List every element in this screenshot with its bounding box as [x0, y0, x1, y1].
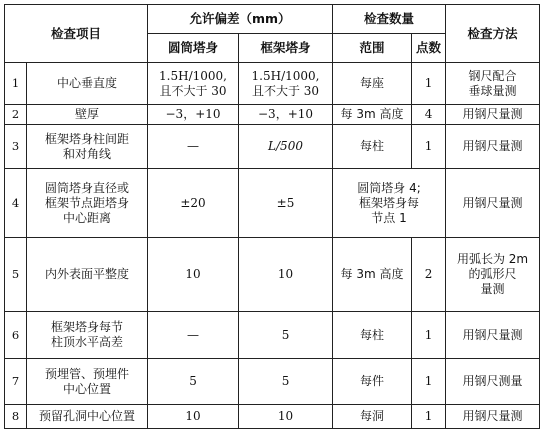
- row-frame-tolerance: 5: [239, 312, 333, 359]
- row-number: 7: [5, 359, 27, 405]
- row-scope: 每 3m 高度: [333, 105, 412, 125]
- row-number: 4: [5, 169, 27, 238]
- header-tolerance: 允许偏差（mm）: [148, 5, 333, 34]
- header-points: 点数: [412, 34, 446, 63]
- row-round-tolerance: 10: [148, 405, 239, 429]
- row-item: 圆筒塔身直径或 框架节点距塔身 中心距离: [27, 169, 148, 238]
- table-row: [5, 238, 540, 312]
- row-scope: 每柱: [333, 312, 412, 359]
- row-frame-tolerance: ±5: [239, 169, 333, 238]
- row-round-tolerance: ±20: [148, 169, 239, 238]
- table-row: [5, 405, 540, 429]
- row-number: 5: [5, 238, 27, 312]
- row-round-tolerance: 5: [148, 359, 239, 405]
- row-scope: 每座: [333, 63, 412, 105]
- row-method: 用钢尺量测: [446, 312, 540, 359]
- table-row: [5, 169, 540, 238]
- header-tower-round: 圆筒塔身: [148, 34, 239, 63]
- row-scope: 每柱: [333, 125, 412, 169]
- row-points: 1: [412, 125, 446, 169]
- row-round-tolerance: −3，+10: [148, 105, 239, 125]
- row-frame-tolerance: 10: [239, 405, 333, 429]
- row-round-tolerance: —: [148, 125, 239, 169]
- row-round-tolerance: —: [148, 312, 239, 359]
- row-method: 钢尺配合 垂球量测: [446, 63, 540, 105]
- row-method: 用钢尺量测: [446, 169, 540, 238]
- row-scope: 圆筒塔身 4; 框架塔身每 节点 1: [333, 169, 446, 238]
- table-row: [5, 63, 540, 105]
- row-item: 中心垂直度: [27, 63, 148, 105]
- table-row: [5, 125, 540, 169]
- row-frame-tolerance: L/500: [239, 125, 333, 169]
- row-points: 1: [412, 359, 446, 405]
- row-frame-tolerance: 1.5H/1000, 且不大于 30: [239, 63, 333, 105]
- table-row: [5, 359, 540, 405]
- row-method: 用钢尺测量: [446, 359, 540, 405]
- row-item: 内外表面平整度: [27, 238, 148, 312]
- row-scope: 每洞: [333, 405, 412, 429]
- row-points: 1: [412, 63, 446, 105]
- row-number: 6: [5, 312, 27, 359]
- row-number: 8: [5, 405, 27, 429]
- header-scope: 范围: [333, 34, 412, 63]
- row-points: 1: [412, 312, 446, 359]
- row-frame-tolerance: −3，+10: [239, 105, 333, 125]
- header-tower-frame: 框架塔身: [239, 34, 333, 63]
- row-frame-tolerance: 10: [239, 238, 333, 312]
- inspection-table: [4, 4, 540, 429]
- header-quantity: 检查数量: [333, 5, 446, 34]
- row-number: 1: [5, 63, 27, 105]
- row-method: 用钢尺量测: [446, 105, 540, 125]
- row-round-tolerance: 10: [148, 238, 239, 312]
- header-method: 检查方法: [446, 5, 540, 63]
- row-item: 预埋管、预埋件 中心位置: [27, 359, 148, 405]
- row-method: 用钢尺量测: [446, 125, 540, 169]
- row-points: 1: [412, 405, 446, 429]
- header-item: 检查项目: [5, 5, 148, 63]
- table-row: [5, 312, 540, 359]
- row-item: 预留孔洞中心位置: [27, 405, 148, 429]
- row-points: 4: [412, 105, 446, 125]
- row-scope: 每件: [333, 359, 412, 405]
- row-item: 框架塔身每节 柱顶水平高差: [27, 312, 148, 359]
- table-row: [5, 105, 540, 125]
- row-frame-tolerance: 5: [239, 359, 333, 405]
- row-scope: 每 3m 高度: [333, 238, 412, 312]
- row-item: 框架塔身柱间距 和对角线: [27, 125, 148, 169]
- row-number: 2: [5, 105, 27, 125]
- row-round-tolerance: 1.5H/1000, 且不大于 30: [148, 63, 239, 105]
- row-number: 3: [5, 125, 27, 169]
- row-item: 壁厚: [27, 105, 148, 125]
- row-method: 用钢尺量测: [446, 405, 540, 429]
- row-points: 2: [412, 238, 446, 312]
- row-method: 用弧长为 2m 的弧形尺 量测: [446, 238, 540, 312]
